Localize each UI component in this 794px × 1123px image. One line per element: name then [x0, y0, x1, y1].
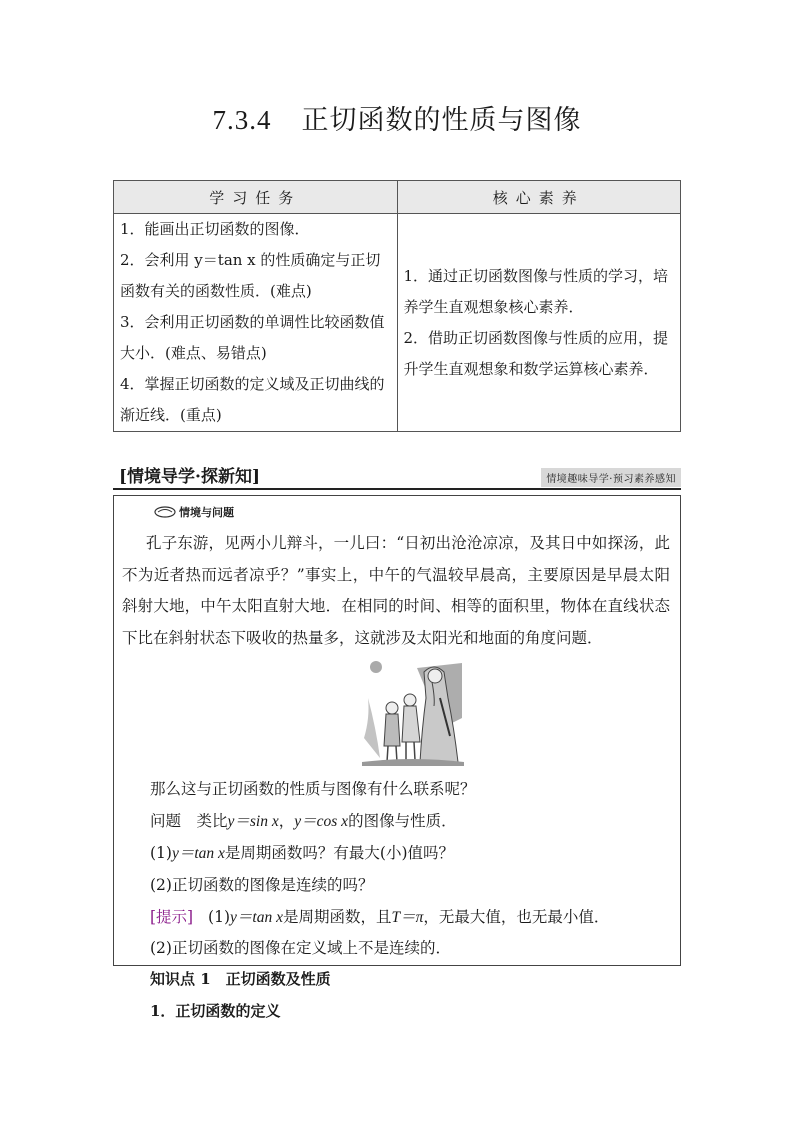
- expr-separator: ，: [278, 812, 295, 830]
- task-item: 3．会利用正切函数的单调性比较函数值大小．(难点、易错点): [120, 313, 385, 362]
- scene-tag: [154, 504, 234, 520]
- task-item: 2．会利用 y＝tan x 的性质确定与正切函数有关的函数性质．(难点): [120, 251, 381, 300]
- question-line: [150, 809, 457, 831]
- literacy-item: 2．借助正切函数图像与性质的应用，提升学生直观想象和数学运算核心素养．: [403, 328, 669, 378]
- a1-expr: y＝tan x: [230, 909, 283, 926]
- question-tail: 的图像与性质．: [348, 812, 457, 830]
- page-title: [0, 98, 794, 137]
- story-paragraph: 孔子东游，见两小儿辩斗，一儿曰：“日初出沧沧凉凉，及其日中如探汤，此不为近者热而远者凉乎？”事实上，中午的气温较早晨高，主要原因是早晨太阳斜射大地，中午太阳直射大地．在相同的时间、相等的面积里，物体在直线状态下比在斜射状态下吸收的热量多，这就涉及太阳光和地面的角度问题．: [122, 534, 670, 647]
- hint-label: [提示]: [150, 908, 194, 926]
- knowledge-item: [150, 1000, 280, 1021]
- literacy-item: 1．通过正切函数图像与性质的学习，培养学生直观想象核心素养．: [403, 266, 669, 316]
- knowledge-item-text: 1．正切函数的定义: [150, 1002, 281, 1020]
- scene-tag-icon: [154, 506, 176, 518]
- q1-expr: y＝tan x: [171, 845, 225, 862]
- header-learning-tasks: 学习任务: [114, 181, 398, 214]
- question-2: (2)正切函数的图像是连续的吗？: [150, 876, 374, 894]
- a1-period: T＝π: [391, 909, 424, 926]
- scene-tag-label: 情境与问题: [179, 506, 234, 519]
- hint-line: [150, 905, 609, 927]
- task-item: 4．掌握正切函数的定义域及正切曲线的渐近线．(重点): [120, 375, 385, 424]
- knowledge-point-label: [150, 968, 331, 989]
- section-header: [113, 462, 681, 490]
- expr-sin: y＝sin x: [227, 813, 279, 830]
- section-badge: 情境趣味导学·预习素养感知: [541, 468, 681, 487]
- scenario-box: [113, 495, 681, 966]
- task-item: 1．能画出正切函数的图像．: [120, 220, 310, 238]
- a1-tail: ，无最大值，也无最小值．: [423, 908, 610, 926]
- learning-goals-table: [113, 180, 681, 432]
- question-label: 问题 类比: [150, 812, 228, 830]
- section-number: 7.3.4: [212, 105, 272, 135]
- title-text: 正切函数的性质与图像: [301, 105, 582, 136]
- q1-prefix: (1): [150, 844, 172, 862]
- a1-mid: 是周期函数，且: [282, 908, 392, 926]
- question-intro: 那么这与正切函数的性质与图像有什么联系呢？: [150, 780, 476, 798]
- expr-cos: y＝cos x: [294, 813, 349, 830]
- confucius-children-illustration: [362, 658, 464, 766]
- a1-prefix: (1): [208, 908, 231, 926]
- question-1: [150, 841, 454, 863]
- core-literacy-cell: [397, 214, 681, 432]
- knowledge-point-text: 知识点 1 正切函数及性质: [150, 970, 331, 988]
- header-core-literacy: 核心素养: [397, 181, 681, 214]
- answer-2: (2)正切函数的图像在定义域上不是连续的．: [150, 939, 451, 957]
- q1-tail: 是周期函数吗？有最大(小)值吗？: [224, 844, 455, 862]
- section-label: [情境导学·探新知]: [119, 467, 261, 487]
- learning-tasks-cell: [114, 214, 398, 432]
